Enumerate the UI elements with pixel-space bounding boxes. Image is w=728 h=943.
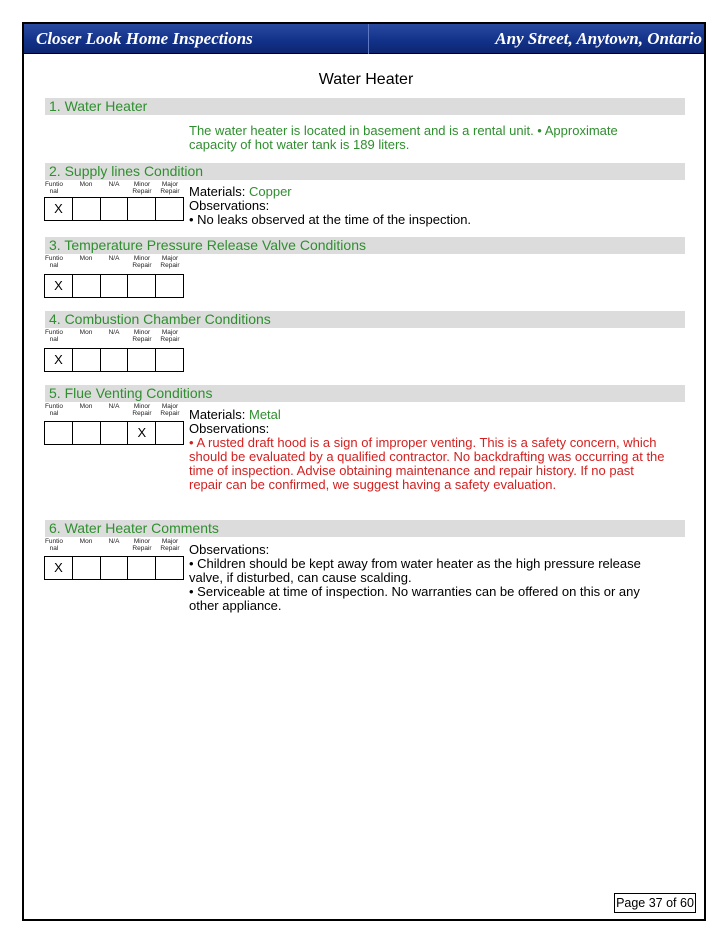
rating-labels — [44, 255, 192, 273]
cell-major-repair — [156, 198, 183, 220]
label-major-repair: Major Repair — [160, 329, 180, 343]
company-name: Closer Look Home Inspections — [36, 29, 253, 48]
safety-concern-observation: • A rusted draft hood is a sign of improper venting. This is a safety concern, which should be evaluated by a qualified contractor. No backdrafting was occurring at the time of inspection. Advise obtaining maintenance and repair history. If no past repair can be confirmed, we suggest having a safety evaluation. — [189, 435, 665, 492]
materials-line — [189, 408, 669, 422]
cell-major-repair — [156, 349, 183, 371]
rating-labels — [44, 329, 192, 347]
label-mon: Mon — [79, 329, 93, 336]
cell-na — [101, 275, 129, 297]
cell-mon — [73, 198, 101, 220]
cell-na — [101, 349, 129, 371]
cell-mon — [73, 557, 101, 579]
observation-item: • No leaks observed at the time of the inspection. — [189, 212, 472, 227]
cell-functional — [45, 422, 73, 444]
cell-minor-repair: X — [128, 422, 156, 444]
cell-mon — [73, 275, 101, 297]
label-major-repair: Major Repair — [160, 181, 180, 195]
observation-item: • Children should be kept away from water heater as the high pressure release valve, if disturbed, can cause scalding. — [189, 556, 641, 585]
label-na: N/A — [108, 329, 120, 336]
page-number: Page 37 of 60 — [614, 893, 696, 913]
materials-label: Materials: — [189, 184, 246, 199]
label-na: N/A — [108, 255, 120, 262]
materials-line — [189, 185, 669, 199]
cell-mon — [73, 349, 101, 371]
label-mon: Mon — [79, 538, 93, 545]
section-heading-combustion-chamber: 4. Combustion Chamber Conditions — [45, 311, 685, 328]
cell-functional: X — [45, 275, 73, 297]
label-minor-repair: Minor Repair — [132, 538, 152, 552]
cell-major-repair — [156, 557, 183, 579]
section-heading-tpr-valve: 3. Temperature Pressure Release Valve Conditions — [45, 237, 685, 254]
water-heater-description: The water heater is located in basement and is a rental unit. • Approximate capacity of hot water tank is 189 liters. — [189, 123, 618, 152]
label-na: N/A — [108, 403, 120, 410]
rating-grid — [44, 556, 184, 580]
label-functional: Funtio nal — [44, 329, 64, 343]
observations-label: Observations: — [189, 421, 270, 436]
label-na: N/A — [108, 538, 120, 545]
label-major-repair: Major Repair — [160, 255, 180, 269]
materials-value: Metal — [248, 407, 281, 422]
label-major-repair: Major Repair — [160, 403, 180, 417]
cell-na — [101, 422, 129, 444]
cell-minor-repair — [128, 349, 156, 371]
section-heading-flue-venting: 5. Flue Venting Conditions — [45, 385, 685, 402]
rating-grid — [44, 348, 184, 372]
label-minor-repair: Minor Repair — [132, 403, 152, 417]
label-minor-repair: Minor Repair — [132, 329, 152, 343]
cell-na — [101, 198, 129, 220]
cell-major-repair — [156, 422, 183, 444]
label-na: N/A — [108, 181, 120, 188]
label-major-repair: Major Repair — [160, 538, 180, 552]
rating-grid — [44, 274, 184, 298]
cell-functional: X — [45, 198, 73, 220]
label-functional: Funtio nal — [44, 538, 64, 552]
rating-grid — [44, 421, 184, 445]
supply-lines-details — [189, 185, 669, 227]
rating-grid — [44, 197, 184, 221]
page-title: Water Heater — [318, 71, 414, 88]
label-minor-repair: Minor Repair — [132, 181, 152, 195]
rating-labels — [44, 403, 192, 421]
label-mon: Mon — [79, 181, 93, 188]
observations-label: Observations: — [189, 542, 270, 557]
cell-minor-repair — [128, 275, 156, 297]
property-address: Any Street, Anytown, Ontario — [495, 29, 702, 48]
cell-minor-repair — [128, 557, 156, 579]
cell-functional: X — [45, 349, 73, 371]
report-page — [22, 22, 706, 921]
materials-value: Copper — [248, 184, 292, 199]
report-banner — [24, 24, 704, 54]
label-minor-repair: Minor Repair — [132, 255, 152, 269]
banner-divider — [368, 24, 369, 54]
cell-minor-repair — [128, 198, 156, 220]
cell-na — [101, 557, 129, 579]
label-mon: Mon — [79, 255, 93, 262]
observation-item: • Serviceable at time of inspection. No warranties can be offered on this or any other appliance. — [189, 584, 640, 613]
flue-venting-details — [189, 408, 669, 492]
materials-label: Materials: — [189, 407, 246, 422]
observations-label: Observations: — [189, 198, 270, 213]
comments-details — [189, 543, 669, 613]
rating-labels — [44, 538, 192, 556]
cell-mon — [73, 422, 101, 444]
cell-major-repair — [156, 275, 183, 297]
label-functional: Funtio nal — [44, 181, 64, 195]
label-functional: Funtio nal — [44, 255, 64, 269]
cell-functional: X — [45, 557, 73, 579]
section-heading-water-heater: 1. Water Heater — [45, 98, 685, 115]
section-heading-water-heater-comments: 6. Water Heater Comments — [45, 520, 685, 537]
label-functional: Funtio nal — [44, 403, 64, 417]
label-mon: Mon — [79, 403, 93, 410]
section-heading-supply-lines: 2. Supply lines Condition — [45, 163, 685, 180]
